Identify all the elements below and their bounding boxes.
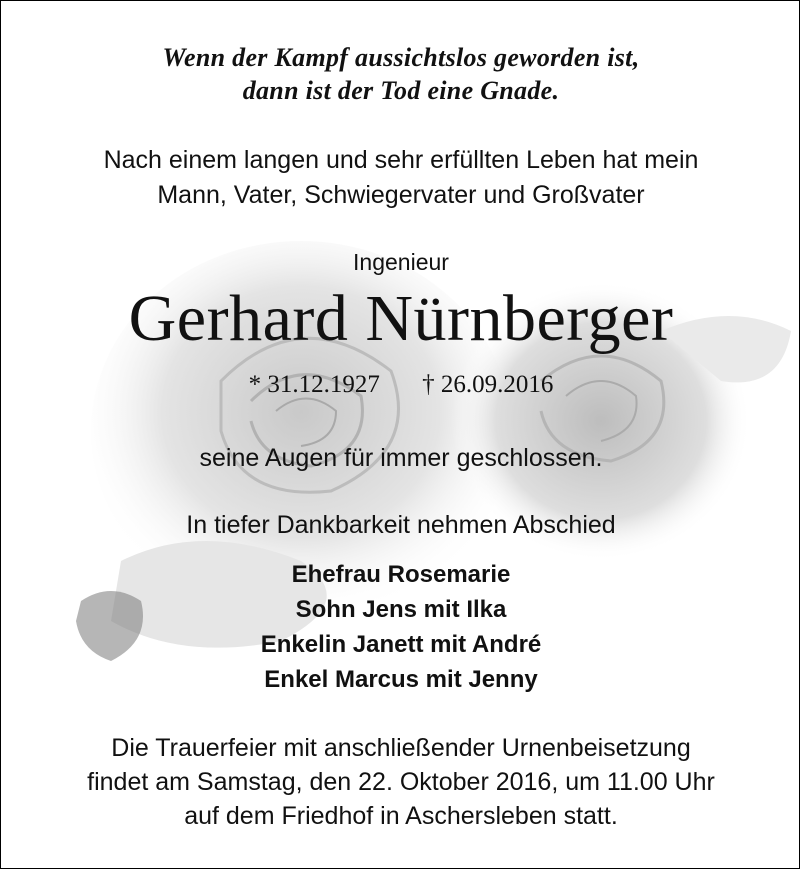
funeral-line-1: Die Trauerfeier mit anschließender Urnenbeisetzung	[111, 734, 691, 762]
deceased-title: Ingenieur	[353, 249, 449, 275]
deceased-name: Gerhard Nürnberger	[128, 282, 674, 355]
funeral-line-2: findet am Samstag, den 22. Oktober 2016, um 11.00 Uhr	[87, 768, 715, 796]
life-dates	[1, 371, 800, 399]
mourner-2: Sohn Jens mit Ilka	[295, 596, 507, 623]
funeral-line-3: auf dem Friedhof in Aschersleben statt.	[184, 802, 618, 830]
quote-line-1: Wenn der Kampf aussichtslos geworden ist,	[162, 43, 640, 72]
birth-date: * 31.12.1927	[248, 371, 380, 398]
mourner-4: Enkel Marcus mit Jenny	[264, 666, 538, 693]
mourner-3: Enkelin Janett mit André	[260, 631, 542, 658]
intro-line-2: Mann, Vater, Schwiegervater und Großvater	[157, 181, 645, 209]
intro-line-1: Nach einem langen und sehr erfüllten Leben hat mein	[103, 146, 699, 174]
mourner-1: Ehefrau Rosemarie	[291, 561, 511, 588]
death-date: † 26.09.2016	[422, 371, 554, 398]
quote-line-2: dann ist der Tod eine Gnade.	[242, 76, 560, 105]
farewell-line: In tiefer Dankbarkeit nehmen Abschied	[186, 511, 616, 539]
closing-line: seine Augen für immer geschlossen.	[199, 444, 603, 472]
